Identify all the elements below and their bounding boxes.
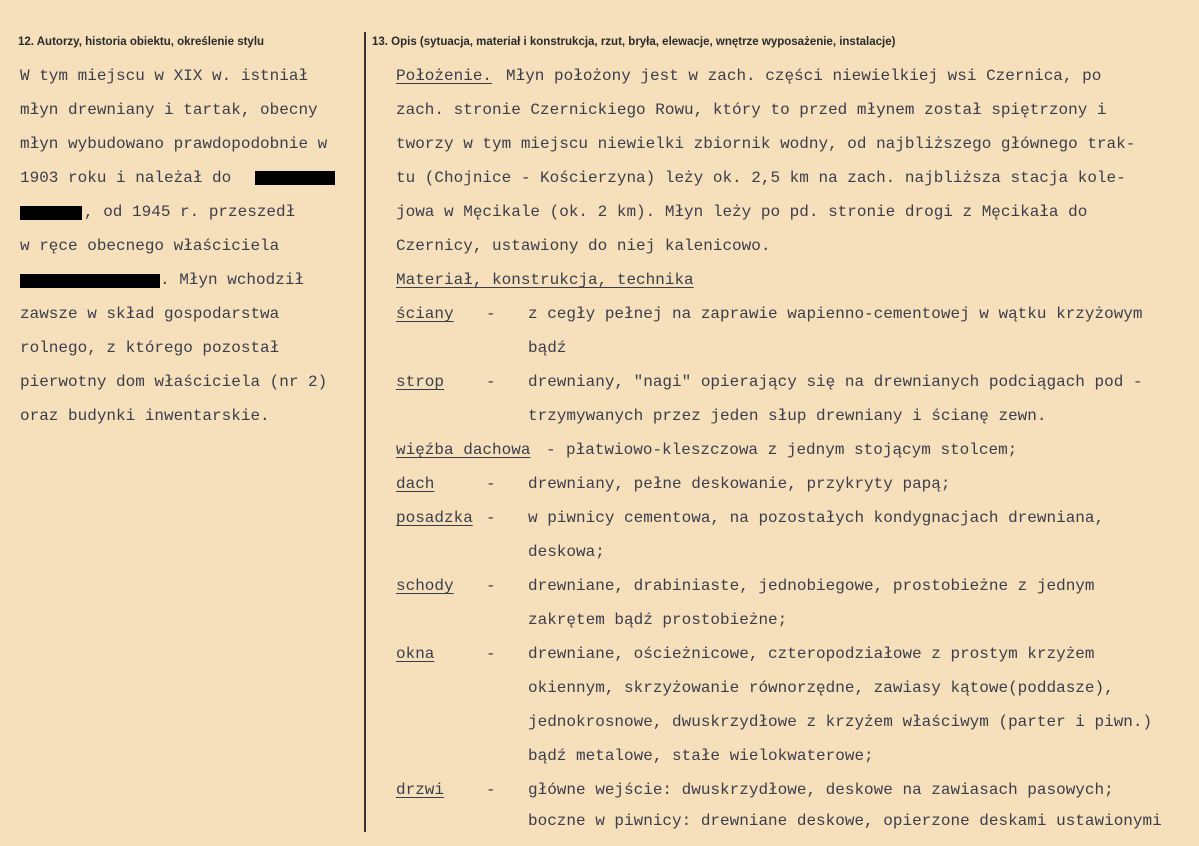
item-dash: -	[486, 509, 496, 527]
item-label-stairs: schody	[396, 577, 454, 595]
location-line: tu (Chojnice - Kościerzyna) leży ok. 2,5 km na zach. najbliższa stacja kole-	[396, 169, 1126, 187]
location-label: Położenie.	[396, 67, 493, 85]
item-line: boczne w piwnicy: drewniane deskowe, opierzone deskami ustawionymi	[528, 812, 1162, 830]
item-line: płatwiowo-kleszczowa z jednym stojącym stolcem;	[566, 441, 1018, 459]
location-line: Czernicy, ustawiony do niej kalenicowo.	[396, 237, 771, 255]
column-divider	[364, 32, 366, 832]
item-line: jednokrosnowe, dwuskrzydłowe z krzyżem właściwym (parter i piwn.)	[528, 713, 1153, 731]
history-line: pierwotny dom właściciela (nr 2)	[20, 373, 328, 391]
item-line: trzymywanych przez jeden słup drewniany i ścianę zewn.	[528, 407, 1047, 425]
item-dash: -	[486, 305, 496, 323]
item-label-ceiling: strop	[396, 373, 445, 391]
history-line: w ręce obecnego właściciela	[20, 237, 280, 255]
section-12-header: 12. Autorzy, historia obiektu, określenie stylu	[18, 36, 265, 48]
item-label-floor: posadzka	[396, 509, 473, 527]
item-dash: -	[486, 577, 496, 595]
item-line: zakrętem bądź prostobieżne;	[528, 611, 788, 629]
item-line: bądź metalowe, stałe wielokwaterowe;	[528, 747, 874, 765]
location-line: jowa w Męcikale (ok. 2 km). Młyn leży po pd. stronie drogi z Męcikała do	[396, 203, 1088, 221]
redaction-bar	[20, 206, 82, 220]
item-label-roof-truss: więźba dachowa	[396, 441, 531, 459]
location-line: zach. stronie Czernickiego Rowu, który to przed młynem został spiętrzony i	[396, 101, 1107, 119]
item-dash: -	[546, 441, 556, 459]
item-label-windows: okna	[396, 645, 435, 663]
history-line: zawsze w skład gospodarstwa	[20, 305, 280, 323]
item-line: główne wejście: dwuskrzydłowe, deskowe na zawiasach pasowych;	[528, 781, 1114, 799]
history-line: oraz budynki inwentarskie.	[20, 407, 270, 425]
item-line: drewniane, ościeżnicowe, czteropodziałowe z prostym krzyżem	[528, 645, 1095, 663]
item-label-doors: drzwi	[396, 781, 445, 799]
item-label-walls: ściany	[396, 305, 454, 323]
item-line: drewniany, "nagi" opierający się na drewnianych podciągach pod -	[528, 373, 1143, 391]
redaction-bar	[20, 274, 160, 288]
history-line: . Młyn wchodził	[160, 271, 305, 289]
item-line: bądź	[528, 339, 567, 357]
item-line: z cegły pełnej na zaprawie wapienno-cementowej w wątku krzyżowym	[528, 305, 1143, 323]
history-line: W tym miejscu w XIX w. istniał	[20, 67, 309, 85]
history-line: rolnego, z którego pozostał	[20, 339, 280, 357]
item-dash: -	[486, 645, 496, 663]
item-line: okiennym, skrzyżowanie równorzędne, zawiasy kątowe(poddasze),	[528, 679, 1114, 697]
item-line: drewniany, pełne deskowanie, przykryty papą;	[528, 475, 951, 493]
history-line: młyn wybudowano prawdopodobnie w	[20, 135, 328, 153]
section-13-header: 13. Opis (sytuacja, materiał i konstrukcja, rzut, bryła, elewacje, wnętrze wyposażenie, instalacje)	[372, 36, 896, 48]
history-line: 1903 roku i należał do	[20, 169, 232, 187]
item-line: drewniane, drabiniaste, jednobiegowe, prostobieżne z jednym	[528, 577, 1095, 595]
history-line: , od 1945 r. przeszedł	[84, 203, 296, 221]
history-line: młyn drewniany i tartak, obecny	[20, 101, 318, 119]
section-title: Materiał, konstrukcja, technika	[396, 271, 694, 289]
item-dash: -	[486, 781, 496, 799]
redaction-bar	[255, 171, 335, 185]
item-line: deskowa;	[528, 543, 605, 561]
item-dash: -	[486, 373, 496, 391]
item-line: w piwnicy cementowa, na pozostałych kondygnacjach drewniana,	[528, 509, 1105, 527]
item-dash: -	[486, 475, 496, 493]
item-label-roof: dach	[396, 475, 435, 493]
location-line: Młyn położony jest w zach. części niewielkiej wsi Czernica, po	[506, 67, 1102, 85]
location-line: tworzy w tym miejscu niewielki zbiornik wodny, od najbliższego głównego trak-	[396, 135, 1136, 153]
